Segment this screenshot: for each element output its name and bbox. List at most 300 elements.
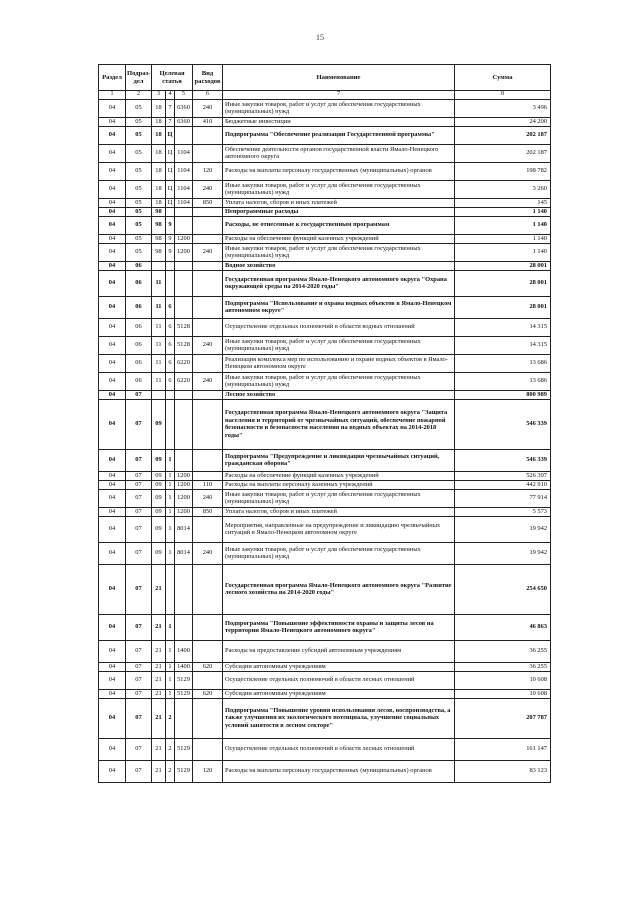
program-code: 18 (152, 144, 166, 162)
table-row (99, 507, 551, 516)
row-name: Субсидии автономным учреждениям (223, 662, 455, 671)
subprogram-code (166, 270, 175, 296)
table-row (99, 662, 551, 671)
direction-code: 1200 (175, 234, 193, 243)
row-sum: 198 782 (455, 162, 551, 180)
table-row (99, 542, 551, 564)
subprogram-code: Ц (166, 144, 175, 162)
expense-type-code: 120 (193, 162, 223, 180)
expense-type-code (193, 354, 223, 372)
table-row (99, 270, 551, 296)
row-sum: 28 001 (455, 270, 551, 296)
row-name: Государственная программа Ямало-Ненецкого автономного округа "Охрана окружающей среды на 2014-2020 годы" (223, 270, 455, 296)
table-row (99, 216, 551, 234)
subprogram-code: 1 (166, 489, 175, 507)
direction-code: 1200 (175, 471, 193, 480)
subprogram-code: 6 (166, 372, 175, 390)
program-code: 09 (152, 489, 166, 507)
program-code: 09 (152, 471, 166, 480)
subprogram-code: 1 (166, 671, 175, 689)
table-row (99, 117, 551, 126)
section-code: 04 (99, 180, 126, 198)
row-name: Государственная программа Ямало-Ненецкого автономного округа "Защита населения и территорий от чрезвычайных ситуаций, обеспечение пожарной безопасности и безопасности населения на водных объектах на 2014-2018 годы" (223, 399, 455, 449)
subsection-code: 05 (126, 144, 152, 162)
table-row (99, 399, 551, 449)
direction-code (175, 399, 193, 449)
row-sum: 202 187 (455, 126, 551, 144)
section-code: 04 (99, 489, 126, 507)
subsection-code: 07 (126, 671, 152, 689)
section-code: 04 (99, 354, 126, 372)
row-name: Иные закупки товаров, работ и услуг для обеспечения государственных (муниципальных) нужд (223, 489, 455, 507)
row-sum: 207 787 (455, 698, 551, 738)
table-row (99, 336, 551, 354)
direction-code: 5129 (175, 760, 193, 782)
subsection-code: 06 (126, 270, 152, 296)
program-code: 11 (152, 296, 166, 318)
column-index: 8 (455, 91, 551, 100)
row-name: Уплата налогов, сборов и иных платежей (223, 198, 455, 207)
table-row (99, 689, 551, 698)
expense-type-code: 110 (193, 480, 223, 489)
expense-type-code: 850 (193, 507, 223, 516)
direction-code: 5129 (175, 671, 193, 689)
subprogram-code (166, 207, 175, 216)
program-code: 09 (152, 449, 166, 471)
row-name: Подпрограмма "Использование и охрана водных объектов в Ямало-Ненецком автономном округе" (223, 296, 455, 318)
direction-code: 1104 (175, 180, 193, 198)
subprogram-code (166, 390, 175, 399)
direction-code: 6220 (175, 372, 193, 390)
section-code: 04 (99, 614, 126, 640)
row-sum: 13 686 (455, 372, 551, 390)
subprogram-code: 1 (166, 471, 175, 480)
section-code: 04 (99, 671, 126, 689)
row-name: Лесное хозяйство (223, 390, 455, 399)
table-row (99, 99, 551, 117)
direction-code: 1104 (175, 144, 193, 162)
program-code: 98 (152, 243, 166, 261)
direction-code: 5128 (175, 318, 193, 336)
row-name: Мероприятия, направленные на предупреждение и ликвидацию чрезвычайных ситуаций в Ямало-Ненецком автономном округе (223, 516, 455, 542)
row-sum: 145 (455, 198, 551, 207)
expense-type-code: 240 (193, 243, 223, 261)
subsection-code: 06 (126, 354, 152, 372)
program-code: 09 (152, 399, 166, 449)
direction-code: 5128 (175, 336, 193, 354)
expense-type-code: 410 (193, 117, 223, 126)
program-code: 21 (152, 640, 166, 662)
section-code: 04 (99, 207, 126, 216)
table-row (99, 198, 551, 207)
direction-code: 1200 (175, 480, 193, 489)
program-code: 11 (152, 354, 166, 372)
row-sum: 83 123 (455, 760, 551, 782)
program-code: 09 (152, 516, 166, 542)
subsection-code: 05 (126, 198, 152, 207)
subsection-code: 05 (126, 243, 152, 261)
subsection-code: 07 (126, 662, 152, 671)
subsection-code: 07 (126, 399, 152, 449)
direction-code (175, 261, 193, 270)
column-index: 2 (126, 91, 152, 100)
subsection-code: 07 (126, 449, 152, 471)
section-code: 04 (99, 390, 126, 399)
section-code: 04 (99, 507, 126, 516)
row-name: Расходы, не отнесенные к государственным программам (223, 216, 455, 234)
expense-type-code (193, 738, 223, 760)
table-row (99, 698, 551, 738)
subsection-code: 07 (126, 614, 152, 640)
expense-type-code (193, 399, 223, 449)
column-index: 6 (193, 91, 223, 100)
program-code: 09 (152, 507, 166, 516)
row-sum: 800 989 (455, 390, 551, 399)
row-sum: 14 315 (455, 318, 551, 336)
section-code: 04 (99, 480, 126, 489)
subprogram-code: Ц (166, 198, 175, 207)
subprogram-code (166, 261, 175, 270)
subsection-code: 05 (126, 126, 152, 144)
subsection-code: 05 (126, 99, 152, 117)
subsection-code: 05 (126, 162, 152, 180)
section-code: 04 (99, 296, 126, 318)
row-sum: 202 187 (455, 144, 551, 162)
row-sum: 77 914 (455, 489, 551, 507)
section-code: 04 (99, 662, 126, 671)
table-row (99, 738, 551, 760)
row-sum: 28 001 (455, 261, 551, 270)
row-sum: 10 608 (455, 671, 551, 689)
direction-code: 1200 (175, 489, 193, 507)
direction-code (175, 126, 193, 144)
program-code: 18 (152, 117, 166, 126)
section-code: 04 (99, 318, 126, 336)
expense-type-code (193, 698, 223, 738)
row-sum: 19 942 (455, 516, 551, 542)
program-code: 18 (152, 162, 166, 180)
program-code: 21 (152, 760, 166, 782)
program-code: 21 (152, 738, 166, 760)
row-sum: 1 140 (455, 234, 551, 243)
direction-code: 5129 (175, 689, 193, 698)
section-code: 04 (99, 542, 126, 564)
table-row (99, 760, 551, 782)
subsection-code: 05 (126, 216, 152, 234)
expense-type-code (193, 126, 223, 144)
subprogram-code: 2 (166, 760, 175, 782)
direction-code: 5129 (175, 738, 193, 760)
expense-type-code: 850 (193, 198, 223, 207)
table-row (99, 162, 551, 180)
table-row (99, 614, 551, 640)
row-name: Расходы на обеспечение функций казенных учреждений (223, 234, 455, 243)
subprogram-code (166, 399, 175, 449)
expense-type-code (193, 207, 223, 216)
section-code: 04 (99, 144, 126, 162)
subprogram-code: 1 (166, 640, 175, 662)
subsection-code: 07 (126, 489, 152, 507)
subsection-code: 07 (126, 471, 152, 480)
expense-type-code (193, 318, 223, 336)
section-code: 04 (99, 640, 126, 662)
direction-code (175, 207, 193, 216)
section-code: 04 (99, 198, 126, 207)
row-name: Водное хозяйство (223, 261, 455, 270)
table-row (99, 243, 551, 261)
direction-code: 8014 (175, 516, 193, 542)
subprogram-code: 7 (166, 99, 175, 117)
row-name: Государственная программа Ямало-Ненецкого автономного округа "Развитие лесного хозяйства на 2014-2020 годы" (223, 564, 455, 614)
row-name: Иные закупки товаров, работ и услуг для обеспечения государственных (муниципальных) нужд (223, 372, 455, 390)
subprogram-code: 1 (166, 480, 175, 489)
header-podrazdel: Подраз-дел (126, 65, 152, 91)
row-sum: 36 255 (455, 640, 551, 662)
row-sum: 14 315 (455, 336, 551, 354)
subprogram-code: 1 (166, 516, 175, 542)
row-sum: 24 200 (455, 117, 551, 126)
subprogram-code: 1 (166, 689, 175, 698)
subprogram-code (166, 564, 175, 614)
program-code: 11 (152, 318, 166, 336)
table-row (99, 126, 551, 144)
row-sum: 5 573 (455, 507, 551, 516)
section-code: 04 (99, 698, 126, 738)
section-code: 04 (99, 689, 126, 698)
program-code: 98 (152, 234, 166, 243)
direction-code (175, 296, 193, 318)
program-code: 21 (152, 662, 166, 671)
direction-code: 1400 (175, 662, 193, 671)
section-code: 04 (99, 216, 126, 234)
program-code: 21 (152, 564, 166, 614)
subsection-code: 05 (126, 117, 152, 126)
direction-code (175, 564, 193, 614)
row-name: Непрограммные расходы (223, 207, 455, 216)
direction-code: 6360 (175, 99, 193, 117)
subprogram-code: 1 (166, 542, 175, 564)
program-code: 11 (152, 270, 166, 296)
row-sum: 546 339 (455, 399, 551, 449)
program-code: 09 (152, 480, 166, 489)
subprogram-code: 2 (166, 738, 175, 760)
subsection-code: 07 (126, 640, 152, 662)
subsection-code: 06 (126, 296, 152, 318)
program-code: 21 (152, 698, 166, 738)
table-row (99, 261, 551, 270)
program-code: 18 (152, 99, 166, 117)
table-row (99, 489, 551, 507)
row-sum: 19 942 (455, 542, 551, 564)
subprogram-code: Ц (166, 126, 175, 144)
program-code (152, 390, 166, 399)
section-code: 04 (99, 760, 126, 782)
program-code: 21 (152, 689, 166, 698)
program-code: 18 (152, 198, 166, 207)
program-code: 18 (152, 126, 166, 144)
expense-type-code (193, 640, 223, 662)
section-code: 04 (99, 270, 126, 296)
direction-code (175, 449, 193, 471)
table-row (99, 180, 551, 198)
header-name: Наименование (223, 65, 455, 91)
row-name: Реализация комплекса мер по использованию и охране водных объектов в Ямало-Ненецком автономном округе (223, 354, 455, 372)
table-row (99, 234, 551, 243)
row-sum: 1 140 (455, 207, 551, 216)
program-code: 09 (152, 542, 166, 564)
row-name: Уплата налогов, сборов и иных платежей (223, 507, 455, 516)
header-target-article: Целевая статья (152, 65, 193, 91)
direction-code: 1400 (175, 640, 193, 662)
section-code: 04 (99, 336, 126, 354)
direction-code: 1104 (175, 198, 193, 207)
row-sum: 46 863 (455, 614, 551, 640)
subsection-code: 07 (126, 760, 152, 782)
direction-code: 6220 (175, 354, 193, 372)
subsection-code: 07 (126, 390, 152, 399)
subprogram-code: 7 (166, 117, 175, 126)
header-sum: Сумма (455, 65, 551, 91)
row-sum: 1 140 (455, 243, 551, 261)
subsection-code: 06 (126, 372, 152, 390)
expense-type-code: 240 (193, 336, 223, 354)
column-index-row (99, 91, 551, 100)
page-number: 15 (316, 33, 324, 42)
expense-type-code (193, 614, 223, 640)
direction-code: 1200 (175, 243, 193, 261)
expense-type-code (193, 144, 223, 162)
column-index: 1 (99, 91, 126, 100)
row-name: Иные закупки товаров, работ и услуг для обеспечения государственных (муниципальных) нужд (223, 99, 455, 117)
subsection-code: 07 (126, 698, 152, 738)
subsection-code: 06 (126, 336, 152, 354)
row-name: Субсидии автономным учреждениям (223, 689, 455, 698)
subsection-code: 06 (126, 261, 152, 270)
subprogram-code: 6 (166, 296, 175, 318)
header-razdel: Раздел (99, 65, 126, 91)
row-name: Иные закупки товаров, работ и услуг для обеспечения государственных (муниципальных) нужд (223, 542, 455, 564)
table-row (99, 207, 551, 216)
program-code: 18 (152, 180, 166, 198)
subprogram-code: Ц (166, 162, 175, 180)
section-code: 04 (99, 243, 126, 261)
subsection-code: 07 (126, 480, 152, 489)
table-row (99, 480, 551, 489)
row-sum: 3 496 (455, 99, 551, 117)
subprogram-code: 9 (166, 243, 175, 261)
table-row (99, 640, 551, 662)
expense-type-code (193, 234, 223, 243)
expense-type-code: 240 (193, 542, 223, 564)
expense-type-code (193, 516, 223, 542)
row-name: Иные закупки товаров, работ и услуг для обеспечения государственных (муниципальных) нужд (223, 336, 455, 354)
row-name: Осуществление отдельных полномочий в области лесных отношений (223, 671, 455, 689)
column-index: 5 (175, 91, 193, 100)
row-name: Подпрограмма "Обеспечение реализации Государственной программы" (223, 126, 455, 144)
subsection-code: 07 (126, 542, 152, 564)
table-row (99, 318, 551, 336)
direction-code (175, 270, 193, 296)
program-code: 21 (152, 614, 166, 640)
budget-table (98, 64, 551, 783)
section-code: 04 (99, 372, 126, 390)
section-code: 04 (99, 399, 126, 449)
row-name: Осуществление отдельных полномочий в области водных отношений (223, 318, 455, 336)
row-sum: 36 255 (455, 662, 551, 671)
direction-code: 8014 (175, 542, 193, 564)
subprogram-code: 1 (166, 507, 175, 516)
row-name: Иные закупки товаров, работ и услуг для обеспечения государственных (муниципальных) нужд (223, 243, 455, 261)
direction-code (175, 216, 193, 234)
subsection-code: 05 (126, 234, 152, 243)
direction-code: 1104 (175, 162, 193, 180)
program-code: 11 (152, 372, 166, 390)
row-sum: 161 147 (455, 738, 551, 760)
row-name: Бюджетные инвестиции (223, 117, 455, 126)
section-code: 04 (99, 449, 126, 471)
column-index: 4 (166, 91, 175, 100)
row-name: Подпрограмма "Повышение уровня использования лесов, воспроизводства, а также улучшения их экологического потенциала, улучшение социальных условий занятости в лесном секторе" (223, 698, 455, 738)
row-sum: 3 260 (455, 180, 551, 198)
expense-type-code (193, 471, 223, 480)
direction-code (175, 390, 193, 399)
subsection-code: 07 (126, 516, 152, 542)
expense-type-code (193, 449, 223, 471)
table-row (99, 471, 551, 480)
table-row (99, 354, 551, 372)
subsection-code: 05 (126, 207, 152, 216)
expense-type-code (193, 216, 223, 234)
table-header (99, 65, 551, 100)
row-sum: 546 339 (455, 449, 551, 471)
section-code: 04 (99, 471, 126, 480)
row-sum: 10 608 (455, 689, 551, 698)
subsection-code: 07 (126, 689, 152, 698)
column-index: 7 (223, 91, 455, 100)
section-code: 04 (99, 234, 126, 243)
expense-type-code (193, 270, 223, 296)
row-name: Осуществление отдельных полномочий в области лесных отношений (223, 738, 455, 760)
direction-code (175, 698, 193, 738)
subprogram-code: 9 (166, 216, 175, 234)
direction-code: 1200 (175, 507, 193, 516)
program-code: 98 (152, 207, 166, 216)
expense-type-code (193, 390, 223, 399)
subprogram-code: 1 (166, 449, 175, 471)
expense-type-code: 120 (193, 760, 223, 782)
table-row (99, 144, 551, 162)
section-code: 04 (99, 261, 126, 270)
expense-type-code: 240 (193, 372, 223, 390)
direction-code: 6360 (175, 117, 193, 126)
column-index: 3 (152, 91, 166, 100)
row-name: Подпрограмма "Предупреждение и ликвидация чрезвычайных ситуаций, гражданская оборона" (223, 449, 455, 471)
section-code: 04 (99, 738, 126, 760)
program-code: 21 (152, 671, 166, 689)
subsection-code: 07 (126, 564, 152, 614)
subprogram-code: 9 (166, 234, 175, 243)
expense-type-code (193, 564, 223, 614)
subprogram-code: 6 (166, 336, 175, 354)
subprogram-code: 1 (166, 662, 175, 671)
table-row (99, 449, 551, 471)
table-row (99, 564, 551, 614)
subsection-code: 05 (126, 180, 152, 198)
row-sum: 526 397 (455, 471, 551, 480)
row-name: Обеспечение деятельности органов государственной власти Ямало-Ненецкого автономного округа (223, 144, 455, 162)
subprogram-code: 6 (166, 354, 175, 372)
program-code: 98 (152, 216, 166, 234)
